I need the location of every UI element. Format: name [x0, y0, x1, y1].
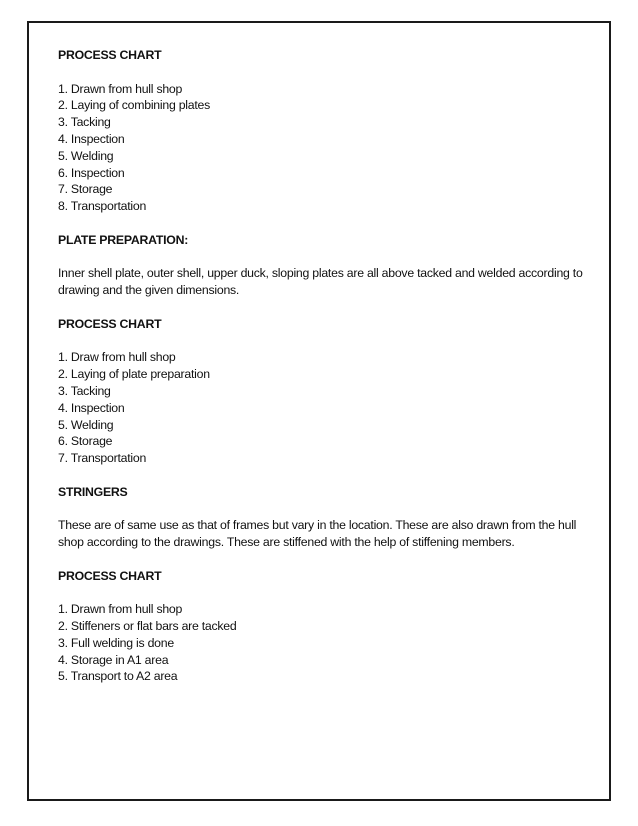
process-list: [58, 81, 598, 215]
spacer: [58, 64, 598, 81]
list-item: 3. Tacking: [58, 383, 111, 398]
process-list: [58, 601, 598, 685]
list-item: 5. Welding: [58, 148, 114, 163]
list-item: 2. Stiffeners or flat bars are tacked: [58, 619, 237, 634]
list-item: 6. Inspection: [58, 165, 125, 180]
list-item: 8. Transportation: [58, 199, 147, 214]
list-item: 6. Storage: [58, 434, 113, 449]
section-paragraph: These are of same use as that of frames but vary in the location. These are also drawn from the hull shop according to the drawings. These are stiffened with the help of stiffening members.: [58, 518, 577, 550]
list-item: 4. Inspection: [58, 131, 125, 146]
list-item: 2. Laying of plate preparation: [58, 367, 210, 382]
section-paragraph: Inner shell plate, outer shell, upper duck, sloping plates are all above tacked and welded according to drawing and the given dimensions.: [58, 266, 583, 298]
section-heading: PROCESS CHART: [58, 48, 162, 62]
spacer: [58, 333, 598, 350]
section-heading: STRINGERS: [58, 484, 128, 499]
list-item: 3. Full welding is done: [58, 635, 174, 650]
section-heading: PROCESS CHART: [58, 568, 162, 583]
spacer: [58, 299, 598, 316]
spacer: [58, 467, 598, 484]
spacer: [58, 249, 598, 266]
list-item: 4. Storage in A1 area: [58, 652, 169, 667]
list-item: 5. Transport to A2 area: [58, 669, 178, 684]
page-border: [27, 21, 611, 801]
list-item: 1. Drawn from hull shop: [58, 81, 183, 96]
spacer: [58, 215, 598, 232]
spacer: [58, 551, 598, 568]
list-item: 7. Storage: [58, 182, 113, 197]
list-item: 2. Laying of combining plates: [58, 98, 211, 113]
list-item: 5. Welding: [58, 417, 114, 432]
document-body: [58, 47, 598, 685]
list-item: 7. Transportation: [58, 451, 147, 466]
process-list: [58, 349, 598, 467]
list-item: 1. Drawn from hull shop: [58, 602, 183, 617]
section-heading: PROCESS CHART: [58, 316, 162, 331]
list-item: 3. Tacking: [58, 115, 111, 130]
spacer: [58, 585, 598, 602]
spacer: [58, 501, 598, 518]
section-heading: PLATE PREPARATION:: [58, 232, 189, 247]
list-item: 1. Draw from hull shop: [58, 350, 176, 365]
list-item: 4. Inspection: [58, 400, 125, 415]
